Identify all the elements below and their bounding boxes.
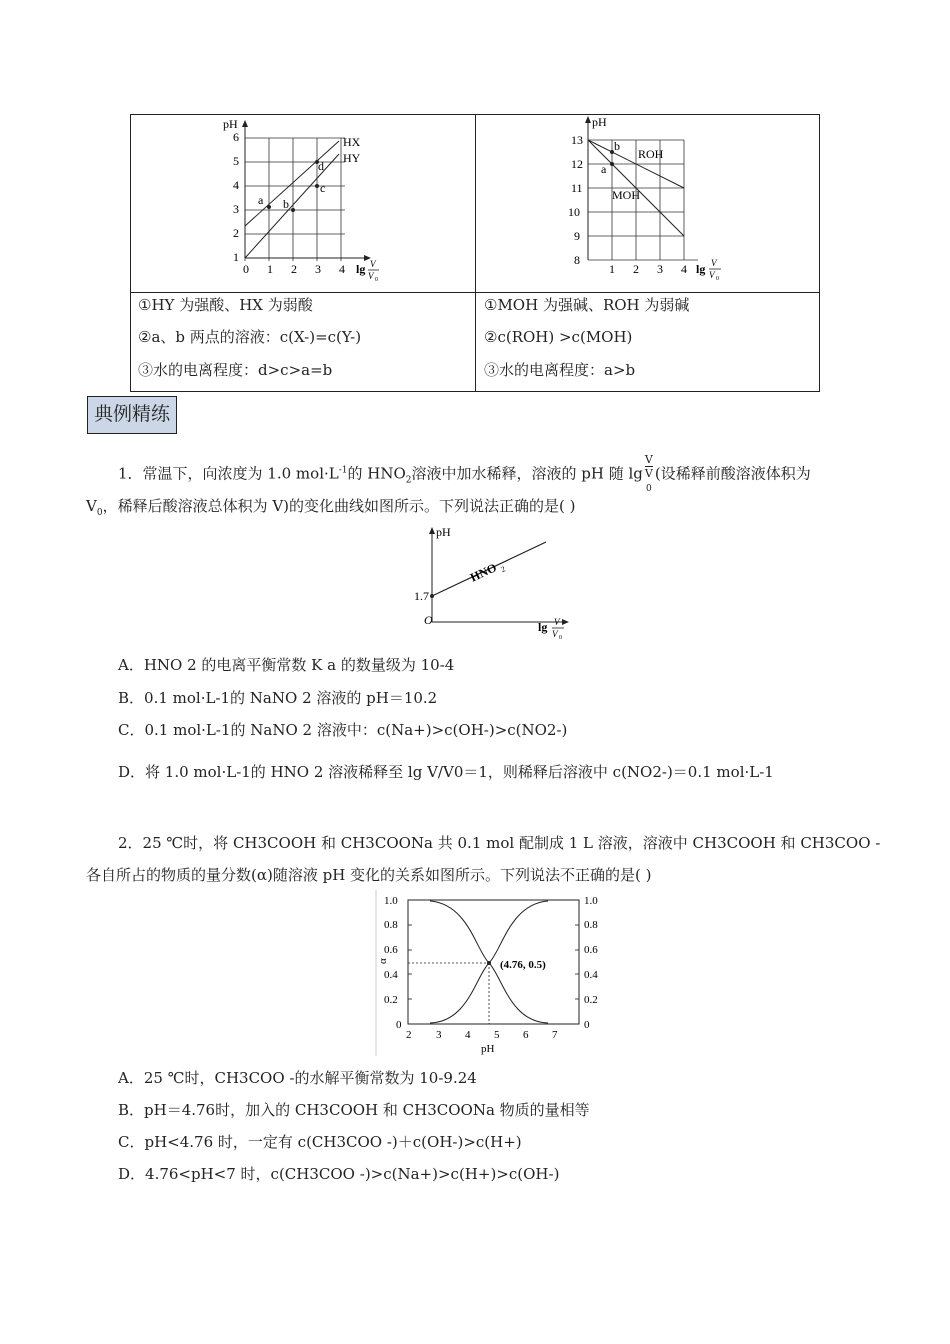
svg-text:b: b	[614, 139, 620, 153]
svg-text:7: 7	[552, 1029, 558, 1041]
point-b	[291, 208, 295, 212]
svg-text:V: V	[709, 270, 715, 280]
svg-text:V: V	[552, 629, 558, 639]
svg-text:0.2: 0.2	[584, 994, 598, 1006]
table-vertical-divider	[475, 114, 476, 392]
svg-text:11: 11	[571, 181, 583, 195]
q2-option-b: B．pH＝4.76时，加入的 CH3COOH 和 CH3COONa 物质的量相等	[118, 1101, 590, 1119]
q2-option-c: C．pH<4.76 时，一定有 c(CH3COO -)＋c(OH-)>c(H+)	[118, 1133, 522, 1151]
svg-text:0: 0	[243, 262, 249, 276]
y-axis-label: pH	[223, 117, 238, 131]
left-row-1: ①HY 为强酸、HX 为弱酸	[138, 296, 313, 314]
svg-text:a: a	[258, 193, 264, 207]
svg-text:V: V	[368, 271, 374, 281]
left-row-3: ③水的电离程度：d>c>a=b	[138, 361, 333, 379]
svg-text:0: 0	[716, 276, 719, 282]
q1-stem-line2: $V_0$，稀释后酸溶液总体积为 V)的变化曲线如图所示。下列说法正确的是( )	[86, 497, 576, 518]
svg-text:6: 6	[233, 130, 239, 144]
svg-text:lg: lg	[538, 620, 548, 634]
svg-text:lg: lg	[356, 262, 366, 276]
y-ticks	[568, 133, 583, 267]
x-ticks	[609, 262, 687, 276]
y-ticks-right	[584, 895, 598, 1031]
svg-text:0.8: 0.8	[384, 919, 398, 931]
svg-text:5: 5	[233, 154, 239, 168]
svg-text:lg: lg	[696, 262, 706, 276]
moh-roh-graph	[568, 114, 728, 288]
svg-text:1.0: 1.0	[384, 895, 398, 907]
svg-text:12: 12	[571, 157, 583, 171]
q1-option-d: D．将 1.0 mol·L-1的 HNO 2 溶液稀释至 lg V/V0＝1，则稀释后溶液中 c(NO2-)＝0.1 mol·L-1	[118, 763, 774, 781]
svg-text:2: 2	[291, 262, 297, 276]
svg-text:V: V	[370, 259, 376, 269]
left-row-2: ②a、b 两点的溶液：c(X-)=c(Y-)	[138, 328, 362, 346]
svg-text:1: 1	[609, 262, 615, 276]
svg-text:0.2: 0.2	[384, 994, 398, 1006]
q1-stem-line1: 1．常温下，向浓度为 1.0 $mol\cdot L^{-1}$的 $HNO_2$溶液中加水稀释，溶液的 pH 随 lg V V $_0$ (设稀释前酸溶液体积为	[118, 453, 811, 495]
svg-text:4: 4	[465, 1029, 471, 1041]
svg-text:10: 10	[568, 205, 580, 219]
svg-text:V: V	[711, 258, 717, 268]
hx-hy-graph	[215, 116, 385, 288]
right-row-3: ③水的电离程度：a>b	[484, 361, 636, 379]
svg-text:0.4: 0.4	[584, 969, 598, 981]
svg-text:HY: HY	[343, 151, 361, 165]
svg-text:1.0: 1.0	[584, 895, 598, 907]
svg-text:pH: pH	[436, 525, 451, 539]
svg-text:0.6: 0.6	[584, 944, 598, 956]
right-row-1: ①MOH 为强碱、ROH 为弱碱	[484, 296, 690, 314]
svg-text:6: 6	[523, 1029, 529, 1041]
svg-text:1: 1	[233, 250, 239, 264]
svg-text:13: 13	[571, 133, 583, 147]
svg-text:0.8: 0.8	[584, 919, 598, 931]
svg-text:3: 3	[657, 262, 663, 276]
svg-text:8: 8	[574, 253, 580, 267]
svg-text:O: O	[424, 613, 433, 627]
svg-text:V: V	[554, 617, 560, 627]
svg-text:pH: pH	[481, 1043, 495, 1055]
svg-text:HNO: HNO	[467, 560, 499, 585]
svg-text:0: 0	[584, 1019, 590, 1031]
alpha-ph-graph	[368, 890, 608, 1056]
svg-text:a: a	[601, 162, 607, 176]
svg-text:0: 0	[559, 635, 562, 641]
q1-option-c: C．0.1 mol·L-1的 NaNO 2 溶液中：c(Na+)>c(OH-)>c(NO2-)	[118, 721, 568, 739]
x-ticks	[243, 262, 345, 276]
q2-stem-line1: 2．25 ℃时，将 CH3COOH 和 CH3COONa 共 0.1 mol 配制成 1 L 溶液，溶液中 CH3COOH 和 CH3COO -	[118, 834, 881, 852]
svg-text:c: c	[320, 181, 326, 195]
svg-text:1: 1	[267, 262, 273, 276]
svg-text:0.6: 0.6	[384, 944, 398, 956]
svg-text:1.7: 1.7	[414, 589, 429, 603]
svg-text:3: 3	[436, 1029, 442, 1041]
q2-option-d: D．4.76<pH<7 时，c(CH3COO -)>c(Na+)>c(H+)>c(OH-)	[118, 1165, 560, 1183]
point-a	[610, 162, 614, 166]
svg-text:3: 3	[315, 262, 321, 276]
section-title: 典例精练	[87, 396, 177, 434]
q1-option-b: B．0.1 mol·L-1的 NaNO 2 溶液的 pH＝10.2	[118, 689, 438, 707]
hno2-graph	[414, 522, 574, 644]
svg-text:2: 2	[633, 262, 639, 276]
right-row-2: ②c(ROH) >c(MOH)	[484, 328, 633, 346]
svg-text:2: 2	[406, 1029, 412, 1041]
table-horizontal-divider	[130, 292, 820, 293]
x-ticks	[406, 1029, 558, 1041]
svg-text:ROH: ROH	[638, 147, 664, 161]
svg-text:9: 9	[574, 229, 580, 243]
svg-text:pH: pH	[592, 115, 607, 129]
svg-text:d: d	[318, 159, 324, 173]
q1-option-a: A．HNO 2 的电离平衡常数 K a 的数量级为 10-4	[118, 656, 455, 674]
svg-text:2: 2	[499, 564, 507, 575]
svg-text:HX: HX	[343, 135, 361, 149]
svg-text:α: α	[377, 958, 389, 964]
svg-text:5: 5	[494, 1029, 500, 1041]
svg-text:3: 3	[233, 202, 239, 216]
point-a	[267, 205, 271, 209]
svg-text:0.4: 0.4	[384, 969, 398, 981]
svg-text:4: 4	[233, 178, 239, 192]
q2-option-a: A．25 ℃时，CH3COO -的水解平衡常数为 10-9.24	[118, 1069, 477, 1087]
y-ticks	[233, 130, 239, 264]
svg-text:MOH: MOH	[612, 188, 641, 202]
svg-text:0: 0	[375, 277, 378, 283]
q2-stem-line2: 各自所占的物质的量分数(α)随溶液 pH 变化的关系如图所示。下列说法不正确的是( )	[86, 866, 652, 884]
svg-text:0: 0	[396, 1019, 402, 1031]
svg-text:2: 2	[233, 226, 239, 240]
svg-text:b: b	[283, 197, 289, 211]
point-c	[315, 184, 319, 188]
svg-text:(4.76, 0.5): (4.76, 0.5)	[500, 959, 546, 971]
svg-text:4: 4	[339, 262, 345, 276]
svg-text:4: 4	[681, 262, 687, 276]
